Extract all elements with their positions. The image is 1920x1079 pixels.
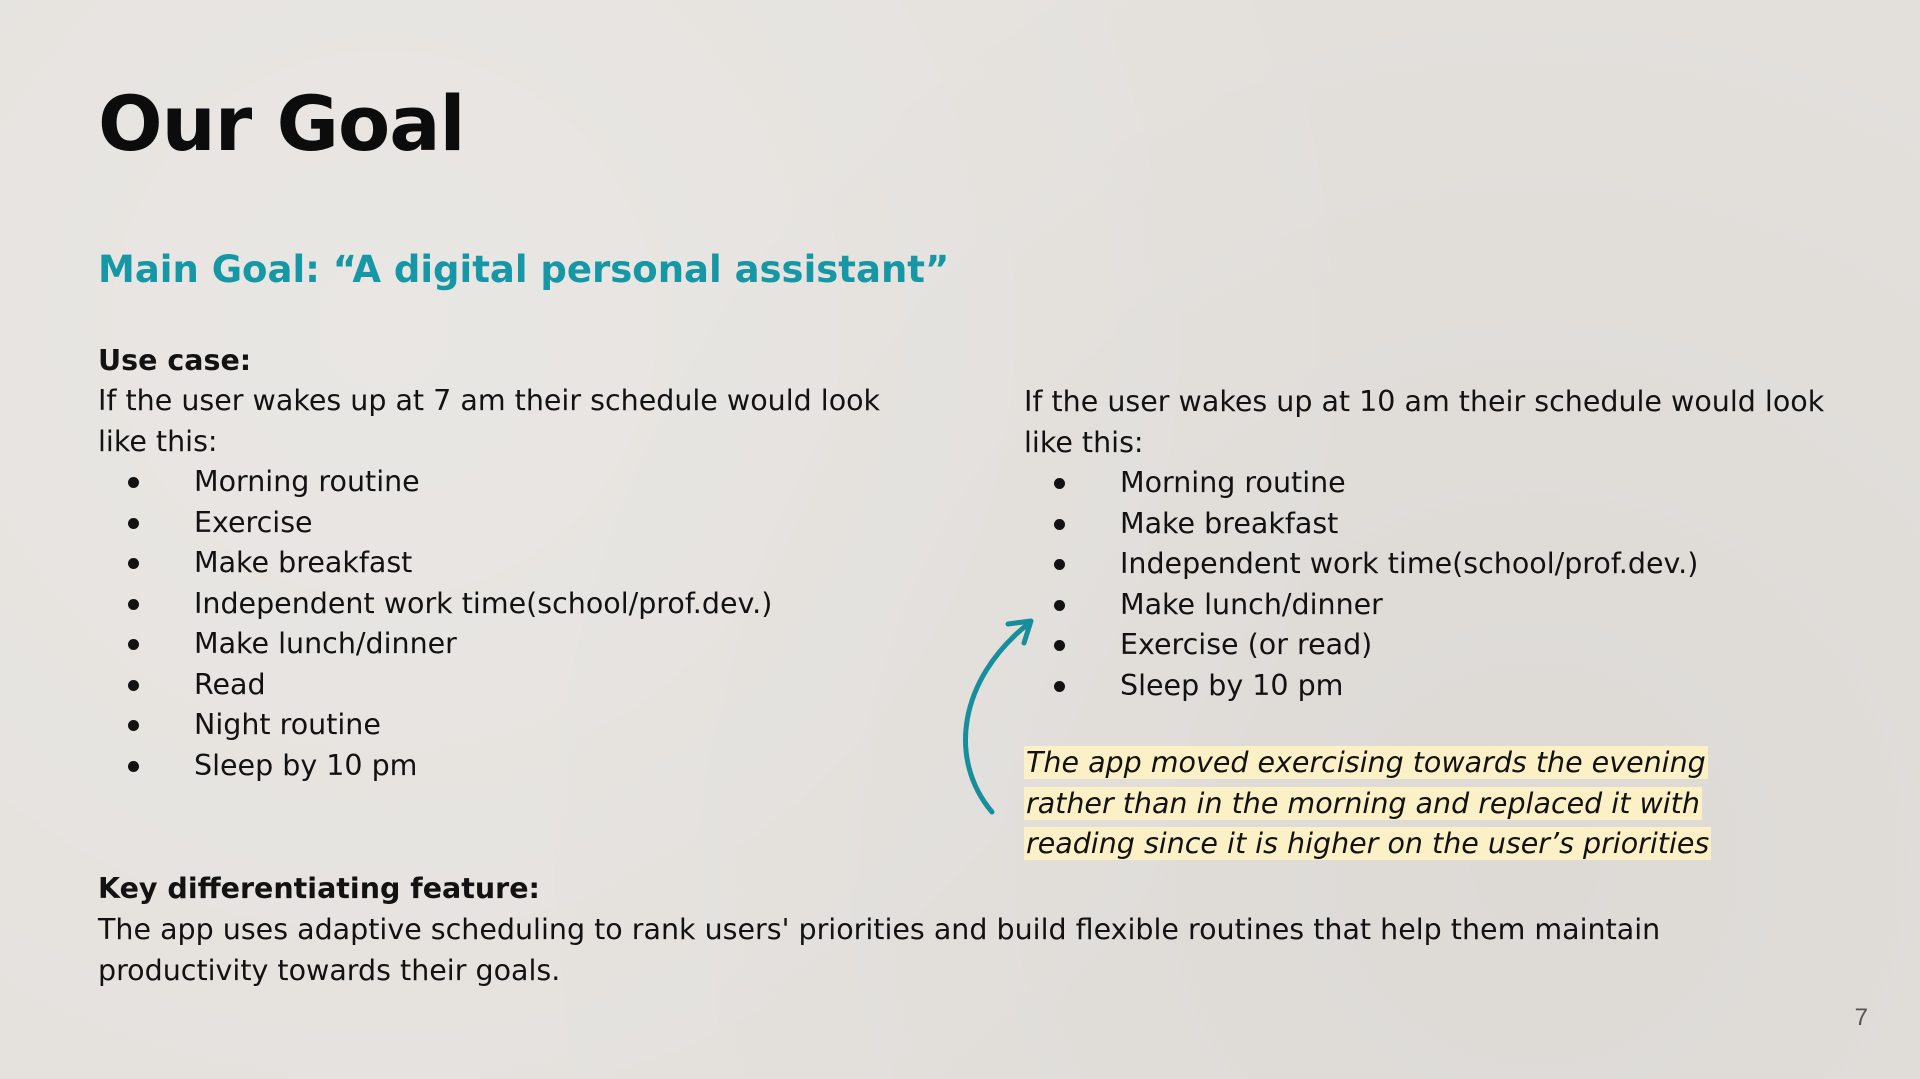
bullet-dot-icon (128, 558, 139, 569)
list-item-label: Independent work time(school/prof.dev.) (194, 586, 773, 620)
list-item-label: Sleep by 10 pm (194, 748, 418, 782)
list-item (98, 705, 928, 746)
list-item-label: Make lunch/dinner (1120, 587, 1383, 621)
bullet-dot-icon (1054, 600, 1065, 611)
list-item (98, 543, 928, 584)
bullet-dot-icon (1054, 559, 1065, 570)
main-goal-heading: Main Goal: “A digital personal assistant” (98, 248, 950, 291)
list-item-label: Read (194, 667, 266, 701)
list-item (1024, 463, 1874, 504)
bullet-dot-icon (128, 761, 139, 772)
list-item (98, 665, 928, 706)
right-schedule-column (1024, 382, 1874, 706)
right-schedule-list (1024, 463, 1874, 706)
list-item-label: Make breakfast (1120, 506, 1339, 540)
list-item-label: Morning routine (1120, 466, 1346, 499)
right-schedule-intro: If the user wakes up at 10 am their schedule would look like this: (1024, 385, 1825, 459)
bullet-dot-icon (128, 680, 139, 691)
list-item (98, 503, 928, 544)
list-item (1024, 504, 1874, 545)
bullet-dot-icon (128, 477, 139, 488)
key-feature-heading: Key differentiating feature: (98, 872, 540, 905)
list-item-label: Make breakfast (194, 546, 413, 579)
list-item-label: Make lunch/dinner (194, 627, 457, 660)
slide-title: Our Goal (98, 79, 465, 168)
list-item-label: Night routine (194, 708, 381, 741)
list-item (98, 624, 928, 665)
note-text: The app moved exercising towards the evening rather than in the morning and replaced it with reading since it is higher on the user’s priorities (1026, 746, 1710, 860)
key-feature-text: The app uses adaptive scheduling to rank users' priorities and build flexible routines that help them maintain productivity towards their goals. (98, 913, 1661, 987)
list-item-label: Exercise (194, 505, 313, 539)
bullet-dot-icon (1054, 519, 1065, 530)
bullet-dot-icon (128, 639, 139, 650)
left-schedule-intro: If the user wakes up at 7 am their schedule would look like this: (98, 384, 881, 458)
bullet-dot-icon (128, 518, 139, 529)
list-item (98, 584, 928, 625)
left-schedule-list (98, 462, 928, 786)
list-item (1024, 625, 1874, 666)
bullet-dot-icon (1054, 478, 1065, 489)
left-schedule-column (98, 381, 928, 786)
list-item (1024, 666, 1874, 707)
list-item-label: Morning routine (194, 465, 420, 498)
list-item-label: Exercise (or read) (1120, 628, 1373, 661)
page-number: 7 (1854, 1004, 1868, 1031)
bullet-dot-icon (128, 599, 139, 610)
highlighted-note (1024, 743, 1744, 865)
list-item (98, 746, 928, 787)
bullet-dot-icon (128, 720, 139, 731)
list-item (1024, 585, 1874, 626)
list-item (1024, 544, 1874, 585)
list-item-label: Independent work time(school/prof.dev.) (1120, 547, 1699, 580)
list-item-label: Sleep by 10 pm (1120, 668, 1344, 702)
list-item (98, 462, 928, 503)
use-case-heading: Use case: (98, 344, 252, 377)
